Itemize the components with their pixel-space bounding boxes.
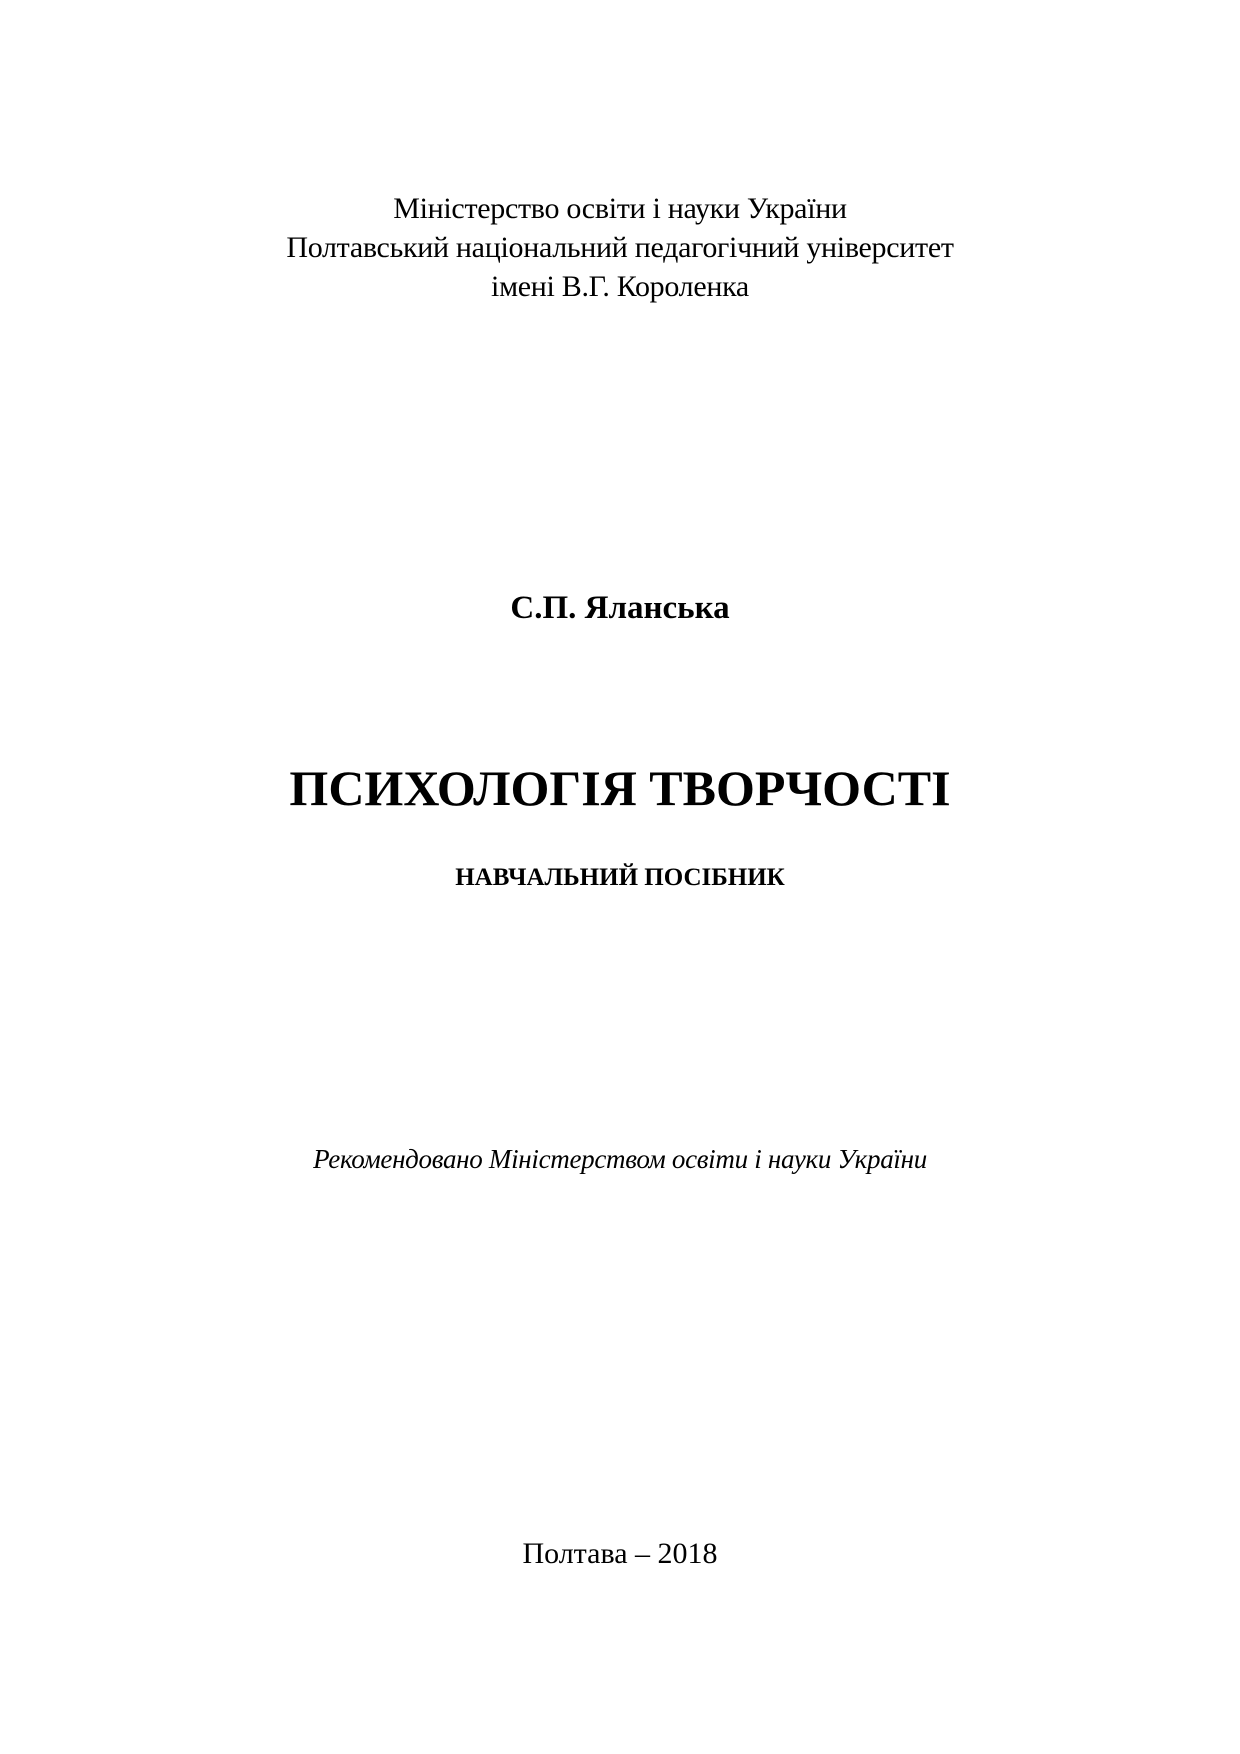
university-name-line: імені В.Г. Короленка bbox=[491, 270, 749, 303]
recommendation-line: Рекомендовано Міністерством освіти і науки України bbox=[313, 1144, 927, 1174]
ministry-line: Міністерство освіти і науки України bbox=[393, 192, 847, 225]
university-line: Полтавський національний педагогічний університет bbox=[286, 231, 954, 264]
city-year-imprint: Полтава – 2018 bbox=[522, 1537, 718, 1570]
book-subtitle: НАВЧАЛЬНИЙ ПОСІБНИК bbox=[455, 864, 785, 891]
book-title: ПСИХОЛОГІЯ ТВОРЧОСТІ bbox=[289, 760, 951, 816]
author-name: С.П. Яланська bbox=[510, 590, 730, 626]
